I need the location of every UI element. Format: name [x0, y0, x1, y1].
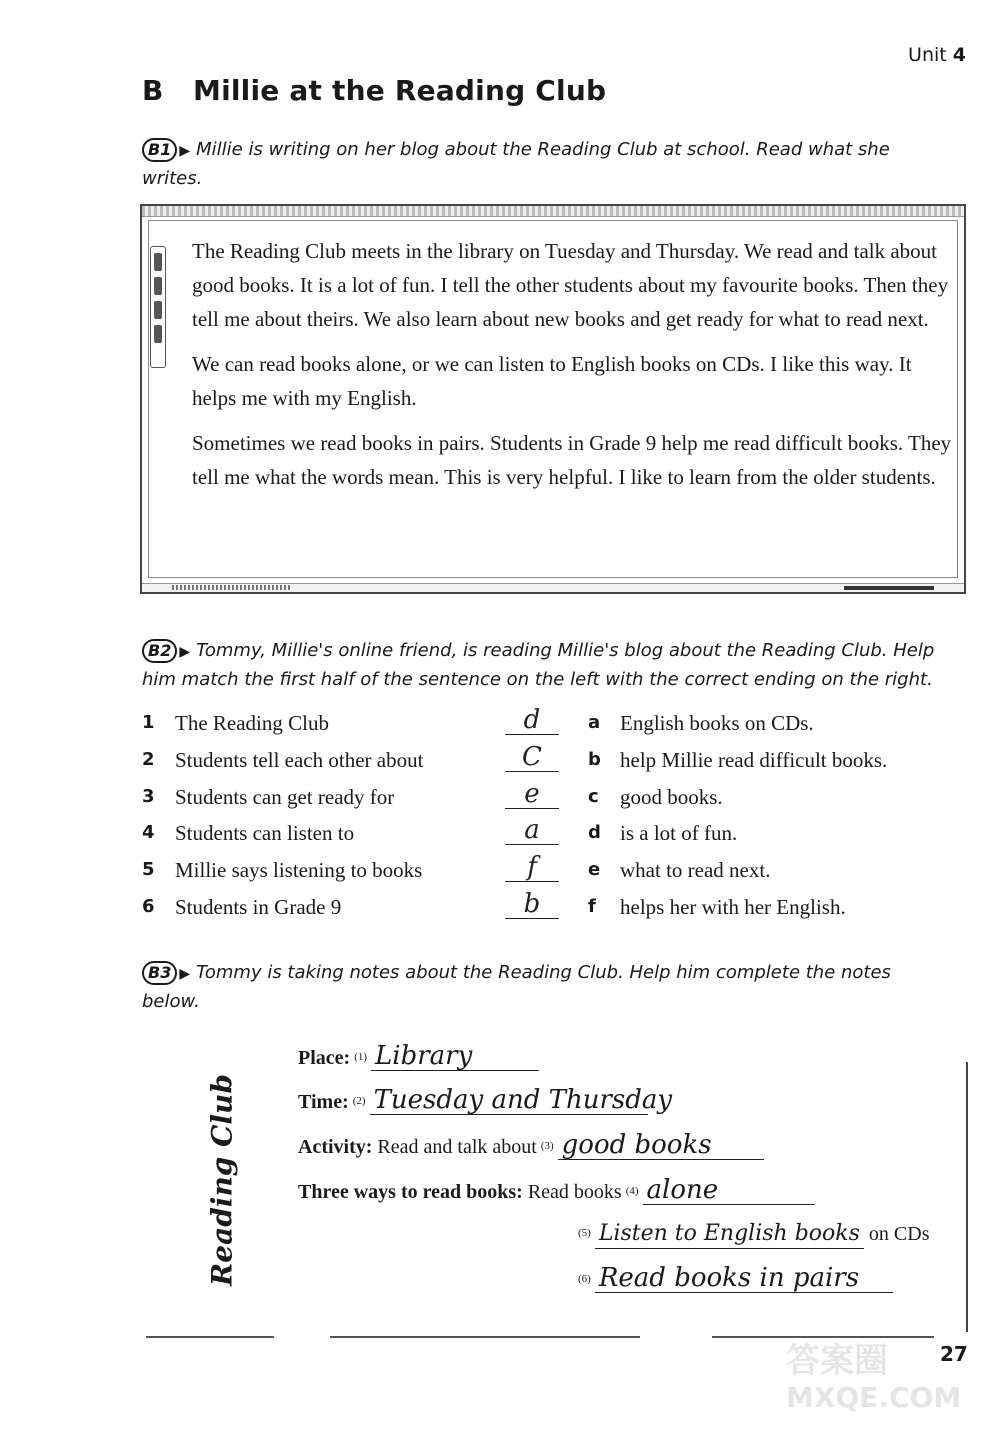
blank-number: (4): [625, 1185, 639, 1197]
page-number: 27: [940, 1342, 968, 1366]
blog-window: [140, 204, 966, 594]
b1-instruction-text: Millie is writing on her blog about the Reading Club at school. Read what she writes.: [142, 139, 890, 189]
place-answer[interactable]: Library: [371, 1042, 539, 1071]
sentence-ending: what to read next.: [620, 858, 771, 882]
unit-text: Unit: [908, 44, 947, 66]
handwritten-answer: C: [522, 742, 542, 772]
note-place: [298, 1042, 539, 1073]
activity-text: Read and talk about: [377, 1136, 537, 1158]
b2-instruction-text: Tommy, Millie's online friend, is reading Millie's blog about the Reading Club. Help him match the first half of the sentence on the left with the correct ending on the right.: [142, 640, 935, 690]
activity-answer[interactable]: good books: [558, 1131, 764, 1160]
blank-number: (5): [578, 1227, 591, 1239]
activity-label: Activity:: [298, 1136, 373, 1158]
status-text: [172, 585, 292, 590]
row-number: 1: [142, 712, 155, 733]
watermark-site: MXQE.COM: [786, 1381, 962, 1414]
play-icon: ▶: [179, 966, 191, 982]
sentence-ending: English books on CDs.: [620, 711, 814, 735]
blank-number: (3): [540, 1140, 554, 1152]
ways-text: Read books: [527, 1181, 622, 1203]
option-letter: d: [588, 822, 601, 843]
blank-number: (1): [354, 1051, 368, 1063]
row-number: 4: [142, 822, 155, 843]
section-title: Millie at the Reading Club: [193, 74, 607, 107]
way-3-answer[interactable]: Read books in pairs: [595, 1264, 893, 1293]
play-icon: ▶: [179, 143, 191, 159]
sentence-ending: good books.: [620, 785, 723, 809]
sentence-start: Students can listen to: [175, 821, 355, 845]
note-time: [298, 1085, 673, 1117]
b1-tag: B1: [142, 138, 177, 162]
handwritten-answer: b: [523, 889, 541, 919]
time-label: Time:: [298, 1091, 349, 1113]
blank-number: (6): [578, 1273, 591, 1285]
row-number: 5: [142, 859, 155, 880]
sentence-start: Students tell each other about: [175, 748, 424, 772]
option-letter: b: [588, 749, 601, 770]
handwritten-answer: d: [523, 705, 541, 735]
notes-frame-edge: [962, 1062, 968, 1332]
answer-blank[interactable]: [505, 705, 559, 735]
sentence-start: Millie says listening to books: [175, 858, 423, 882]
answer-blank[interactable]: [505, 779, 559, 809]
option-letter: c: [588, 786, 599, 807]
b3-tag: B3: [142, 961, 177, 985]
answer-blank[interactable]: [505, 815, 559, 845]
play-icon: ▶: [179, 644, 191, 660]
row-number: 3: [142, 786, 155, 807]
note-way-3: [574, 1264, 893, 1295]
blog-toolbar-icons: [150, 246, 166, 368]
blog-paragraph-2: We can read books alone, or we can listen to English books on CDs. I like this way. It helps me with my English.: [192, 352, 912, 410]
place-label: Place:: [298, 1047, 351, 1069]
ways-label: Three ways to read books:: [298, 1181, 523, 1203]
b2-tag: B2: [142, 639, 177, 663]
footer-rule: [330, 1336, 640, 1338]
handwritten-answer: f: [527, 852, 537, 882]
answer-blank[interactable]: [505, 889, 559, 919]
way-2-answer[interactable]: Listen to English books: [595, 1220, 864, 1249]
footer-rule: [712, 1336, 934, 1338]
reading-club-vertical-label: Reading Club: [205, 1074, 239, 1286]
way-2-suffix: on CDs: [868, 1223, 930, 1245]
unit-number: 4: [952, 44, 966, 66]
b1-instruction: [142, 136, 942, 193]
unit-label: [908, 44, 966, 66]
option-letter: f: [588, 896, 596, 917]
blog-paragraph-1: The Reading Club meets in the library on Tuesday and Thursday. We read and talk about good books. It is a lot of fun. I tell the other students about my favourite books. Then they tell me about theirs. We also learn about new books and get ready for what to read next.: [192, 239, 949, 331]
sentence-start: Students can get ready for: [175, 785, 395, 809]
handwritten-answer: a: [524, 815, 540, 845]
blog-paragraph-3: Sometimes we read books in pairs. Students in Grade 9 help me read difficult books. They tell me what the words mean. This is very helpful. I like to learn from the older students.: [192, 431, 952, 489]
watermark-logo: 答案圈: [786, 1341, 888, 1381]
notes-side-label: [172, 1074, 272, 1286]
row-number: 6: [142, 896, 155, 917]
sentence-start: The Reading Club: [175, 711, 329, 735]
option-letter: a: [588, 712, 601, 733]
note-way-2: [574, 1218, 929, 1249]
sentence-ending: is a lot of fun.: [620, 821, 738, 845]
answer-blank[interactable]: [505, 852, 559, 882]
browser-title-bar: [142, 206, 964, 217]
section-letter: B: [142, 74, 164, 107]
answer-blank[interactable]: [505, 742, 559, 772]
option-letter: e: [588, 859, 601, 880]
note-activity: [298, 1131, 764, 1162]
b2-instruction: [142, 637, 972, 694]
browser-status-bar: [142, 583, 964, 592]
footer-rule: [146, 1336, 274, 1338]
blank-number: (2): [352, 1095, 366, 1107]
progress-bar: [844, 586, 934, 590]
sentence-ending: helps her with her English.: [620, 895, 846, 919]
watermark: [786, 1340, 976, 1420]
b3-instruction-text: Tommy is taking notes about the Reading Club. Help him complete the notes below.: [142, 962, 891, 1012]
blog-post: [192, 234, 952, 505]
time-answer[interactable]: Tuesday and Thursday: [370, 1086, 648, 1115]
handwritten-answer: e: [524, 779, 540, 809]
sentence-ending: help Millie read difficult books.: [620, 748, 888, 772]
b3-instruction: [142, 959, 942, 1016]
sentence-start: Students in Grade 9: [175, 895, 342, 919]
way-1-answer[interactable]: alone: [643, 1176, 815, 1205]
note-ways: [298, 1176, 815, 1207]
row-number: 2: [142, 749, 155, 770]
